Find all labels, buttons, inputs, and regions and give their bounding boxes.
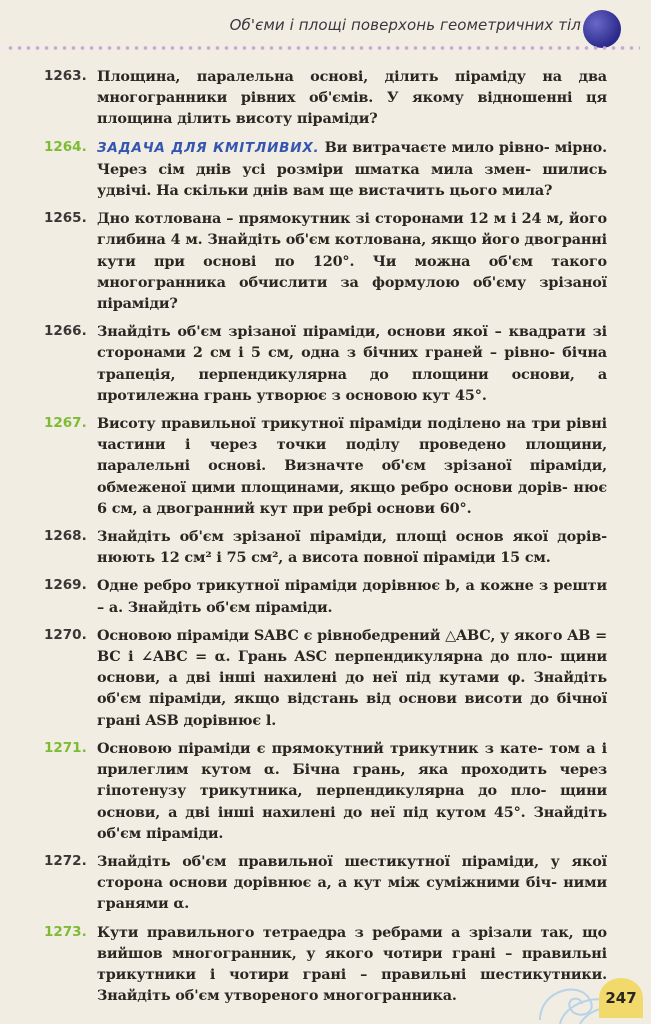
problem-1272 bbox=[0, 851, 651, 915]
problem-number: 1264. bbox=[44, 138, 87, 155]
problem-text: ЗАДАЧА ДЛЯ КМІТЛИВИХ. Ви витрачаєте мило рівно- мірно. Через сім днів усі розміри шматка мила змен- шились удвічі. На скільки днів вам ще вистачить цього мила? bbox=[97, 138, 607, 200]
problem-1269 bbox=[0, 575, 651, 617]
header-title: Об'єми і площі поверхонь геометричних тіл bbox=[229, 16, 581, 34]
page-header bbox=[0, 0, 651, 58]
problem-number: 1268. bbox=[44, 528, 87, 545]
special-task-label: ЗАДАЧА ДЛЯ КМІТЛИВИХ. bbox=[97, 139, 320, 156]
problem-text: Основою піраміди є прямокутний трикутник з кате- том a і прилеглим кутом α. Бічна грань, яка проходить через гіпотенузу трикутника, перпендикулярна до пло- щини основи, а дві інші нахилені до неї під кутом 45°. Знайдіть об'єм піраміди. bbox=[97, 739, 607, 842]
problem-1264 bbox=[0, 137, 651, 202]
problem-text: Дно котлована – прямокутник зі сторонами 12 м і 24 м, його глибина 4 м. Знайдіть об'єм котлована, якщо його двогранні кути при основі по 120°. Чи можна об'єм такого многогранника обчислити за формулою об'єму зрізаної піраміди? bbox=[97, 210, 607, 313]
problem-number: 1270. bbox=[44, 626, 87, 643]
problem-text: Висоту правильної трикутної піраміди поділено на три рівні частини і через точки поділу проведено площини, паралельні основі. Визначте об'єм зрізаної піраміди, обмеженої цими площинами, якщо ребро основи дорів- нює 6 см, а двогранний кут при ребрі основи 60°. bbox=[97, 415, 607, 517]
problem-1270 bbox=[0, 625, 651, 731]
problem-text: Кути правильного тетраедра з ребрами a зрізали так, що вийшов многогранник, у якого чотири грані – правильні трикутники і чотири грані – правильні шестикутники. Знайдіть об'єм утвореного многогранника. bbox=[97, 923, 607, 1005]
problem-1267 bbox=[0, 413, 651, 519]
problem-number: 1263. bbox=[44, 68, 87, 84]
problem-1266 bbox=[0, 321, 651, 406]
problem-text: Знайдіть об'єм правильної шестикутної піраміди, у якої сторона основи дорівнює a, а кут між суміжними біч- ними гранями α. bbox=[97, 852, 607, 913]
problem-number: 1267. bbox=[44, 415, 87, 432]
problem-number: 1265. bbox=[44, 210, 87, 227]
problem-1268 bbox=[0, 526, 651, 568]
problem-number: 1269. bbox=[44, 577, 87, 594]
problem-number: 1271. bbox=[44, 739, 87, 756]
problem-text: Основою піраміди SABC є рівнобедрений △ABC, у якого AB = BC і ∠ABC = α. Грань ASC перпендикулярна до пло- щини основи, а дві інші нахилені до неї під кутами φ. Знайдіть об'єм піраміди, якщо відстань від основи висоти до бічної грані ASB дорівнює l. bbox=[97, 626, 608, 729]
problem-1271 bbox=[0, 738, 651, 844]
problem-text: Знайдіть об'єм зрізаної піраміди, основи якої – квадрати зі сторонами 2 см і 5 см, одна з бічних граней – рівно- бічна трапеція, перпендикулярна до площини основи, а протилежна грань утворює з основою кут 45°. bbox=[97, 323, 607, 404]
problems-list bbox=[0, 66, 651, 1013]
problem-1265 bbox=[0, 208, 651, 314]
problem-number: 1272. bbox=[44, 852, 87, 869]
problem-number: 1273. bbox=[44, 923, 87, 940]
problem-1263 bbox=[0, 66, 651, 130]
problem-number: 1266. bbox=[44, 323, 87, 340]
problem-text: Знайдіть об'єм зрізаної піраміди, площі основ якої дорів- нюють 12 см² і 75 см², а висота повної піраміди 15 см. bbox=[97, 528, 607, 567]
problem-text: Одне ребро трикутної піраміди дорівнює b, а кожне з решти – a. Знайдіть об'єм піраміди. bbox=[97, 577, 607, 616]
dotted-divider bbox=[6, 45, 640, 51]
problem-text: Площина, паралельна основі, ділить піраміду на два многогранники рівних об'ємів. У якому відношенні ця площина ділить висоту піраміди? bbox=[97, 68, 607, 128]
header-circle-icon bbox=[583, 10, 621, 48]
page-number: 247 bbox=[599, 978, 643, 1018]
